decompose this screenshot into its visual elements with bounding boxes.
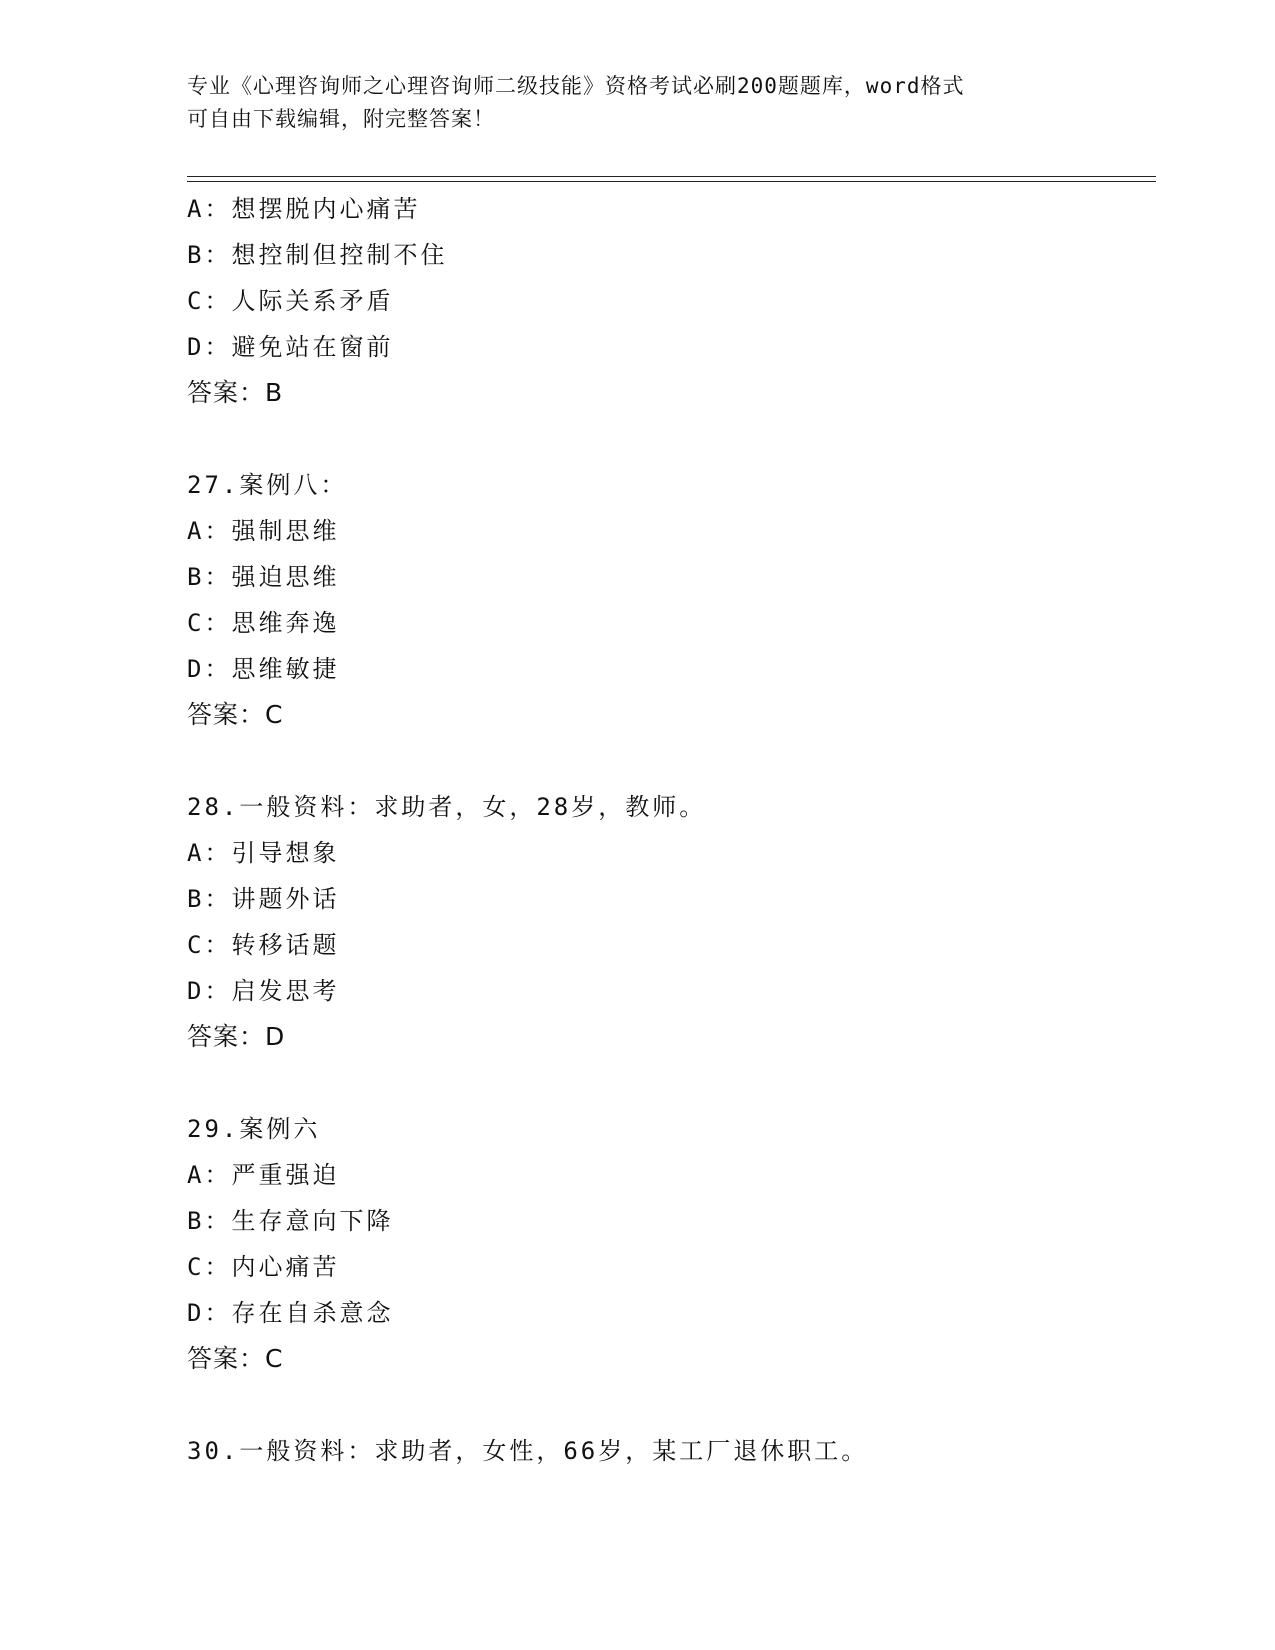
question-block — [187, 462, 1156, 738]
option-a: A：严重强迫 — [187, 1161, 340, 1189]
answer-label: 答案：B — [187, 378, 284, 407]
option-c: C：思维奔逸 — [187, 609, 340, 637]
option-b: B：想控制但控制不住 — [187, 241, 448, 269]
header-line-1: 专业《心理咨询师之心理咨询师二级技能》资格考试必刷200题题库，word格式 — [187, 74, 965, 98]
option-c: C：转移话题 — [187, 931, 340, 959]
option-b: B：强迫思维 — [187, 563, 340, 591]
option-d: D：避免站在窗前 — [187, 333, 394, 361]
spacer — [187, 1060, 1156, 1106]
question-block — [187, 1106, 1156, 1382]
option-d: D：启发思考 — [187, 977, 340, 1005]
spacer — [187, 416, 1156, 462]
answer-label: 答案：D — [187, 1022, 286, 1051]
question-block — [187, 784, 1156, 1060]
question-block — [187, 186, 1156, 416]
answer-label: 答案：C — [187, 700, 284, 729]
question-text: 28.一般资料：求助者，女，28岁，教师。 — [187, 793, 707, 821]
option-c: C：人际关系矛盾 — [187, 287, 394, 315]
option-b: B：讲题外话 — [187, 885, 340, 913]
option-a: A：想摆脱内心痛苦 — [187, 195, 421, 223]
option-b: B：生存意向下降 — [187, 1207, 394, 1235]
document-header — [187, 70, 1087, 136]
question-list — [187, 186, 1156, 1474]
option-d: D：存在自杀意念 — [187, 1299, 394, 1327]
spacer — [187, 738, 1156, 784]
option-a: A：强制思维 — [187, 517, 340, 545]
question-text: 29.案例六 — [187, 1115, 321, 1143]
question-text: 30.一般资料：求助者，女性，66岁，某工厂退休职工。 — [187, 1437, 869, 1465]
option-a: A：引导想象 — [187, 839, 340, 867]
header-divider-bottom — [187, 181, 1156, 182]
header-divider-top — [187, 176, 1156, 177]
question-block — [187, 1428, 1156, 1474]
question-text: 27.案例八： — [187, 471, 348, 499]
header-line-2: 可自由下载编辑，附完整答案！ — [187, 107, 495, 131]
answer-label: 答案：C — [187, 1344, 284, 1373]
option-d: D：思维敏捷 — [187, 655, 340, 683]
option-c: C：内心痛苦 — [187, 1253, 340, 1281]
spacer — [187, 1382, 1156, 1428]
